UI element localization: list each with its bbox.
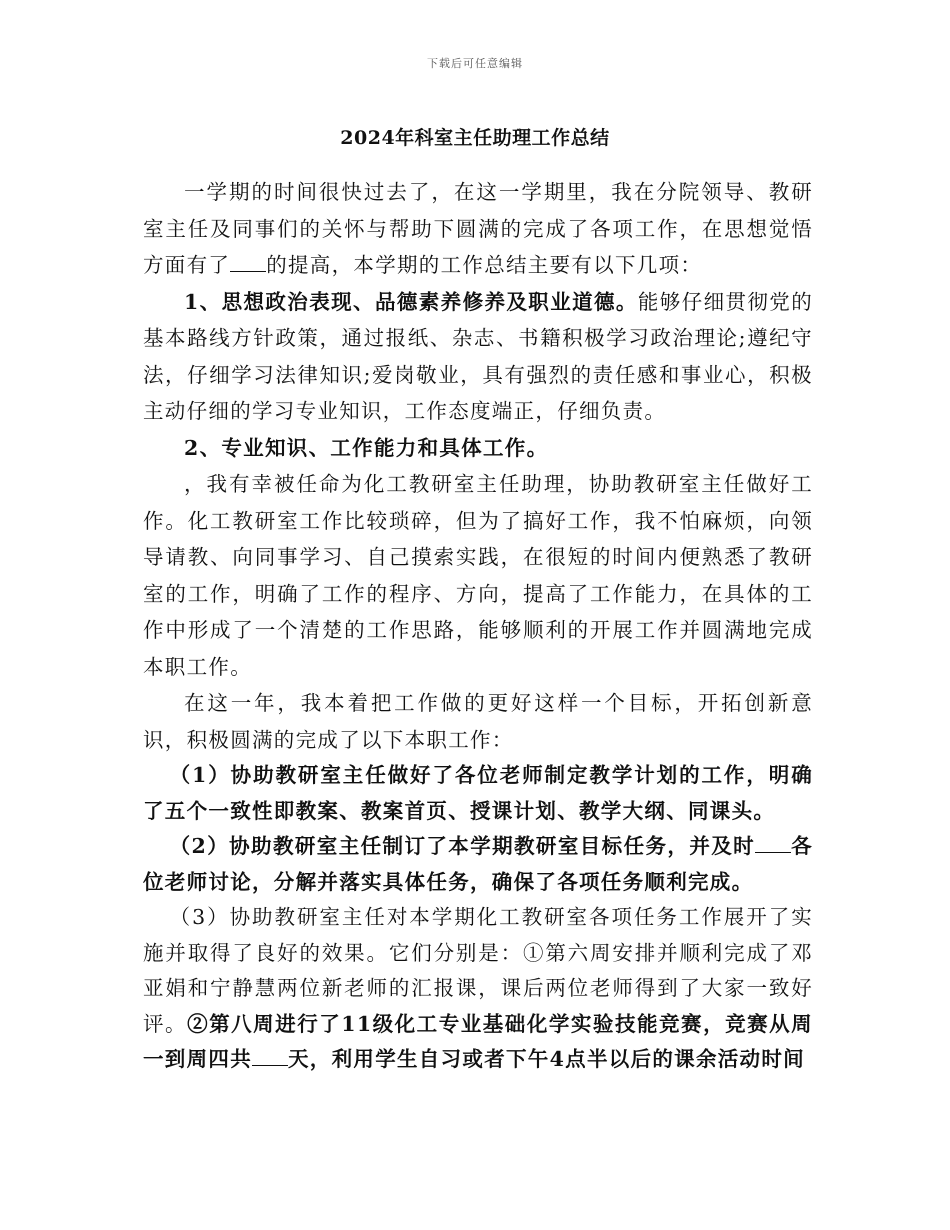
document-body — [143, 174, 813, 1078]
document-title: 2024年科室主任助理工作总结 — [340, 127, 610, 149]
section1-heading: 1、思想政治表现、品德素养修养及职业道德。 — [184, 289, 638, 314]
item2-text-b: 各位老师讨论，分解并落实具体任务，确保了各项任务顺利完成。 — [143, 834, 813, 894]
section1-paragraph — [143, 284, 813, 430]
header-note: 下载后可任意编辑 — [427, 57, 523, 70]
section2-heading: 2、专业知识、工作能力和具体工作。 — [184, 435, 549, 460]
year-intro-paragraph: 在这一年，我本着把工作做的更好这样一个目标，开拓创新意识，积极圆满的完成了以下本职工作： — [143, 691, 813, 752]
intro-paragraph — [143, 174, 813, 284]
item3-text-c: 天，利用学生自习或者下午4点半以后的课余活动时间 — [288, 1047, 805, 1071]
section2-body: ，我有幸被任命为化工教研室主任助理，协助教研室主任做好工作。化工教研室工作比较琐碎，但为了搞好工作，我不怕麻烦，向领导请教、向同事学习、自己摸索实践，在很短的时间内便熟悉了教研室的工作，明确了工作的程序、方向，提高了工作能力，在具体的工作中形成了一个清楚的工作思路，能够顺利的开展工作并圆满地完成本职工作。 — [143, 472, 813, 679]
item2-paragraph — [143, 829, 813, 900]
item2-text-a: （2）协助教研室主任制订了本学期教研室目标任务，并及时 — [169, 834, 756, 858]
item3-text-b: ②第八周进行了11级化工专业基础化学实验技能竞赛，竞赛从周一到周四共 — [143, 1011, 813, 1071]
item1-paragraph: （1）协助教研室主任做好了各位老师制定教学计划的工作，明确了五个一致性即教案、教案首页、授课计划、教学大纲、同课头。 — [143, 763, 813, 823]
section1-body: 能够仔细贯彻党的基本路线方针政策，通过报纸、杂志、书籍积极学习政治理论;遵纪守法，仔细学习法律知识;爱岗敬业，具有强烈的责任感和事业心，积极主动仔细的学习专业知识，工作态度端正，仔细负责。 — [143, 289, 814, 423]
fill-blank — [252, 1064, 288, 1066]
intro-text-a: 一学期的时间很快过去了，在这一学期里，我在分院领导、教研室主任及同事们的关怀与帮助下圆满的完成了各项工作，在思想觉悟方面有了 — [143, 180, 813, 277]
fill-blank — [755, 851, 791, 853]
item3-paragraph — [143, 900, 813, 1078]
item3-text-a: （3）协助教研室主任对本学期化工教研室各项任务工作展开了实施并取得了良好的效果。它们分别是：①第六周安排并顺利完成了邓亚娟和宁静慧两位新老师的汇报课，课后两位老师得到了大家一致好评。 — [143, 905, 813, 1036]
fill-blank — [230, 270, 266, 272]
intro-text-b: 的提高，本学期的工作总结主要有以下几项： — [266, 253, 703, 277]
